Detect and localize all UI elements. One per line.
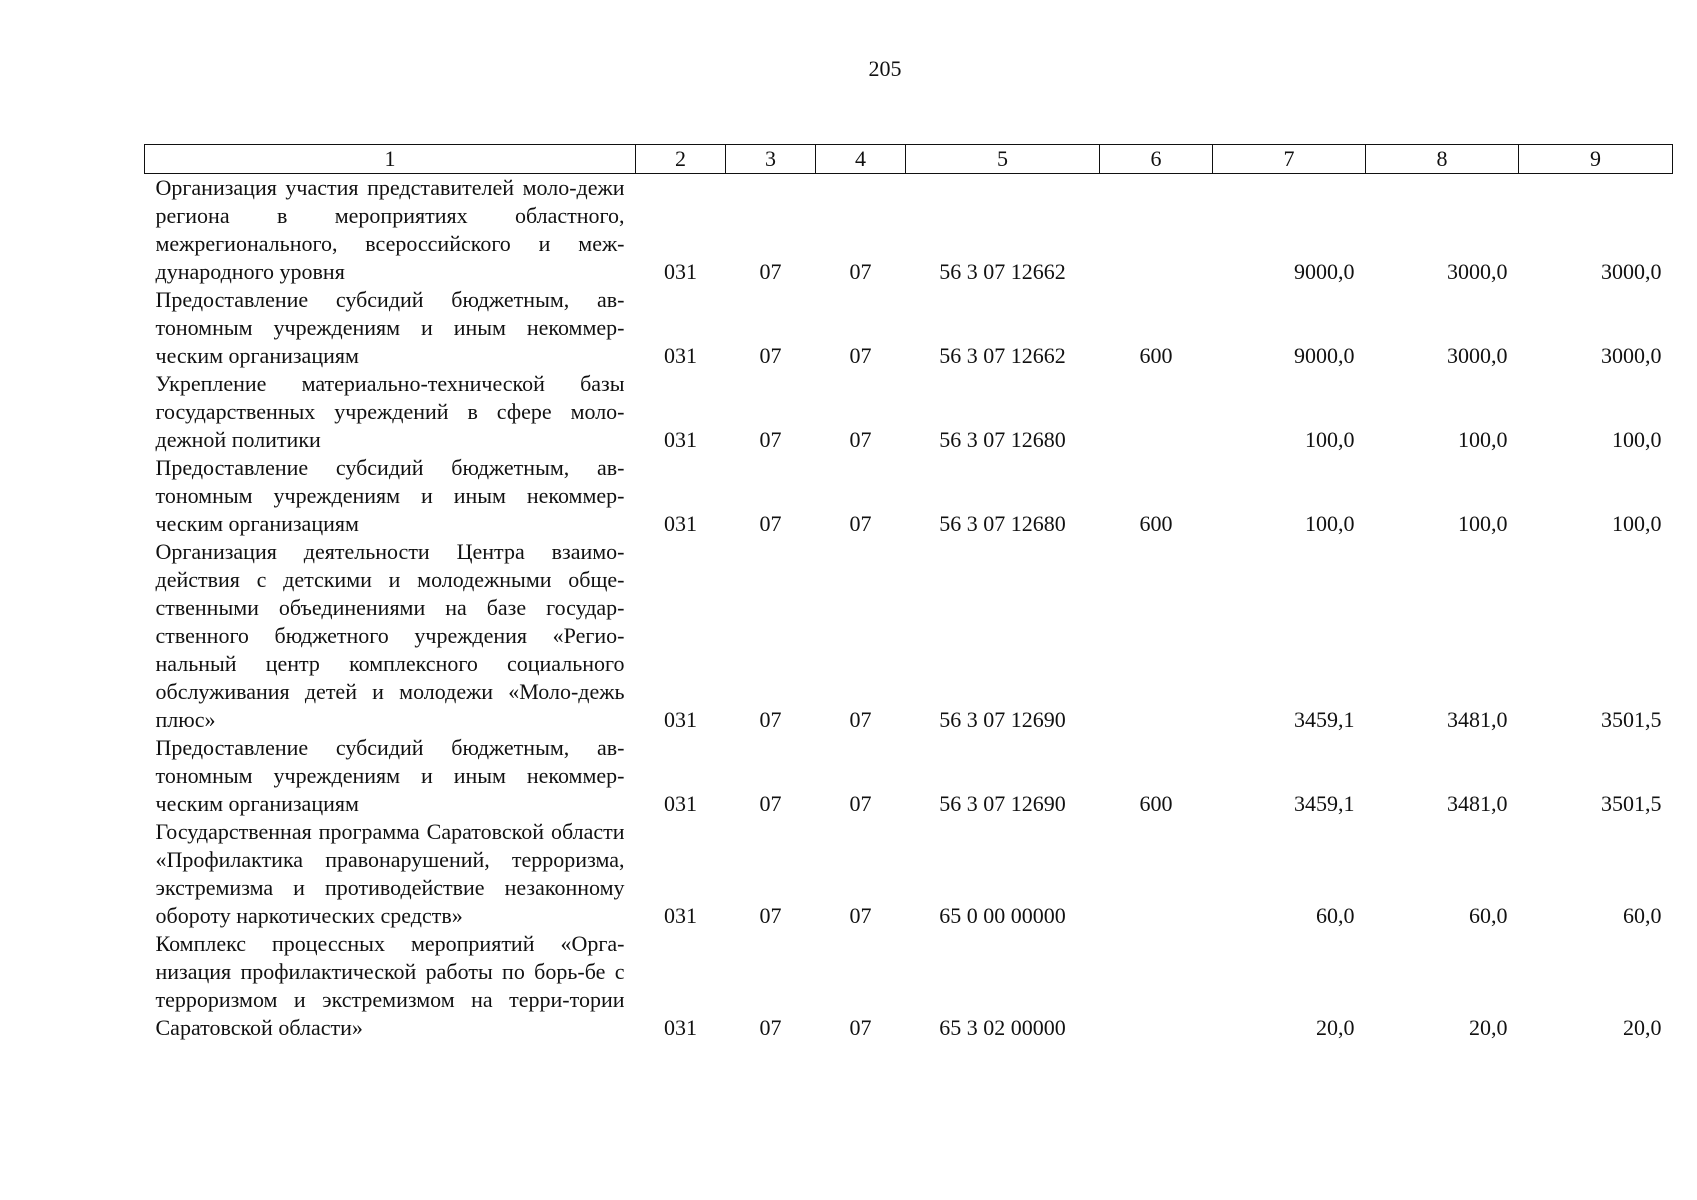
row-name: Предоставление субсидий бюджетным, ав-тономным учреждениям и иным некоммер-ческим организациям [155, 455, 625, 536]
table-row [145, 174, 1673, 287]
amount-col-9: 3501,5 [1601, 791, 1662, 816]
subsection-code: 07 [849, 903, 872, 928]
expense-type-code [1100, 538, 1213, 734]
ministry-code: 031 [664, 259, 697, 284]
column-header-1: 1 [145, 145, 636, 174]
amount-col-8: 20,0 [1469, 1015, 1508, 1040]
amount-col-7: 60,0 [1316, 903, 1355, 928]
target-article-code: 56 3 07 12680 [939, 511, 1066, 536]
column-header-4: 4 [816, 145, 906, 174]
row-name: Предоставление субсидий бюджетным, ав-тономным учреждениям и иным некоммер-ческим организациям [155, 735, 625, 816]
expense-type-code [1100, 370, 1213, 454]
expense-type-code [1100, 174, 1213, 287]
expense-type-code: 600 [1139, 343, 1173, 368]
table-header [145, 145, 1673, 174]
amount-col-8: 100,0 [1458, 511, 1508, 536]
target-article-code: 56 3 07 12662 [939, 259, 1066, 284]
section-code: 07 [759, 511, 782, 536]
subsection-code: 07 [849, 427, 872, 452]
amount-col-7: 9000,0 [1294, 259, 1355, 284]
ministry-code: 031 [664, 343, 697, 368]
target-article-code: 56 3 07 12690 [939, 791, 1066, 816]
header-row [145, 145, 1673, 174]
table-row [145, 454, 1673, 538]
section-code: 07 [759, 903, 782, 928]
expense-type-code [1100, 818, 1213, 930]
amount-col-9: 3000,0 [1601, 343, 1662, 368]
subsection-code: 07 [849, 343, 872, 368]
subsection-code: 07 [849, 707, 872, 732]
page-number: 205 [868, 56, 902, 81]
amount-col-8: 60,0 [1469, 903, 1508, 928]
target-article-code: 65 3 02 00000 [939, 1015, 1066, 1040]
ministry-code: 031 [664, 791, 697, 816]
column-header-7: 7 [1213, 145, 1366, 174]
amount-col-7: 3459,1 [1294, 707, 1355, 732]
row-name: Укрепление материально-технической базы государственных учреждений в сфере моло-дежной политики [155, 371, 625, 452]
section-code: 07 [759, 259, 782, 284]
section-code: 07 [759, 427, 782, 452]
amount-col-7: 3459,1 [1294, 791, 1355, 816]
target-article-code: 56 3 07 12662 [939, 343, 1066, 368]
amount-col-7: 100,0 [1305, 511, 1355, 536]
amount-col-7: 20,0 [1316, 1015, 1355, 1040]
amount-col-8: 3000,0 [1447, 343, 1508, 368]
row-name: Организация участия представителей моло-дежи региона в мероприятиях областного, межрегионального, всероссийского и меж-дународного уровня [155, 175, 625, 284]
column-header-5: 5 [906, 145, 1100, 174]
column-header-2: 2 [636, 145, 726, 174]
amount-col-9: 3000,0 [1601, 259, 1662, 284]
ministry-code: 031 [664, 903, 697, 928]
target-article-code: 56 3 07 12690 [939, 707, 1066, 732]
amount-col-8: 3481,0 [1447, 707, 1508, 732]
amount-col-7: 9000,0 [1294, 343, 1355, 368]
section-code: 07 [759, 1015, 782, 1040]
expense-type-code: 600 [1139, 791, 1173, 816]
ministry-code: 031 [664, 427, 697, 452]
amount-col-7: 100,0 [1305, 427, 1355, 452]
expense-type-code: 600 [1139, 511, 1173, 536]
table-row [145, 734, 1673, 818]
target-article-code: 65 0 00 00000 [939, 903, 1066, 928]
amount-col-8: 3481,0 [1447, 791, 1508, 816]
ministry-code: 031 [664, 707, 697, 732]
amount-col-9: 60,0 [1623, 903, 1662, 928]
subsection-code: 07 [849, 511, 872, 536]
amount-col-8: 100,0 [1458, 427, 1508, 452]
row-name: Комплекс процессных мероприятий «Орга-низация профилактической работы по борь-бе с терроризмом и экстремизмом на терри-тории Саратовской области» [155, 931, 625, 1040]
amount-col-9: 20,0 [1623, 1015, 1662, 1040]
table-row [145, 930, 1673, 1042]
amount-col-9: 3501,5 [1601, 707, 1662, 732]
row-name: Организация деятельности Центра взаимо-действия с детскими и молодежными обще-ственными объединениями на базе государ-ственного бюджетного учреждения «Регио-нальный центр комплексного социального обслуживания детей и молодежи «Моло-дежь плюс» [155, 539, 625, 732]
column-header-6: 6 [1100, 145, 1213, 174]
table-body [145, 174, 1673, 1043]
row-name: Государственная программа Саратовской области «Профилактика правонарушений, терроризма, экстремизма и противодействие незаконному обороту наркотических средств» [155, 819, 625, 928]
table-row [145, 370, 1673, 454]
section-code: 07 [759, 343, 782, 368]
subsection-code: 07 [849, 259, 872, 284]
column-header-3: 3 [726, 145, 816, 174]
amount-col-8: 3000,0 [1447, 259, 1508, 284]
row-name: Предоставление субсидий бюджетным, ав-тономным учреждениям и иным некоммер-ческим организациям [155, 287, 625, 368]
table-row [145, 538, 1673, 734]
amount-col-9: 100,0 [1612, 427, 1662, 452]
table-row [145, 818, 1673, 930]
section-code: 07 [759, 791, 782, 816]
section-code: 07 [759, 707, 782, 732]
ministry-code: 031 [664, 511, 697, 536]
column-header-8: 8 [1366, 145, 1519, 174]
column-header-9: 9 [1519, 145, 1673, 174]
target-article-code: 56 3 07 12680 [939, 427, 1066, 452]
budget-table [144, 144, 1673, 1042]
expense-type-code [1100, 930, 1213, 1042]
table-row [145, 286, 1673, 370]
subsection-code: 07 [849, 791, 872, 816]
amount-col-9: 100,0 [1612, 511, 1662, 536]
ministry-code: 031 [664, 1015, 697, 1040]
subsection-code: 07 [849, 1015, 872, 1040]
